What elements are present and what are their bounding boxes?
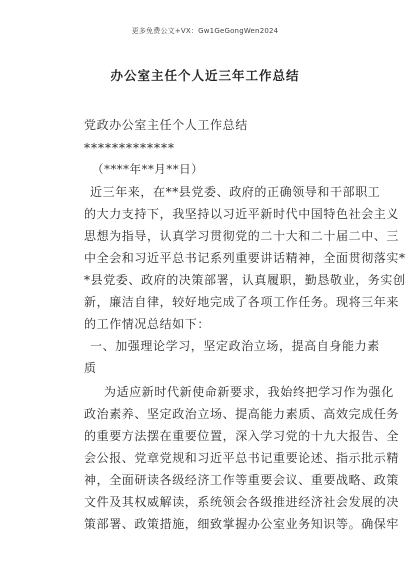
body-line: 的大力支持下，我坚持以习近平新时代中国特色社会主义: [84, 207, 400, 221]
document-subtitle: 党政办公室主任个人工作总结: [84, 118, 248, 132]
document-title: 办公室主任个人近三年工作总结: [110, 68, 300, 83]
date-line: （****年**月**日）: [92, 162, 204, 176]
body-line: 神，全面研读各级经济工作等重要会议、重要战略、政策: [84, 473, 400, 487]
body-line: 的工作情况总结如下：: [84, 317, 211, 331]
body-line: *县党委、政府的决策部署，认真履职，勤恳敬业，务实创: [84, 273, 406, 287]
body-line: 为适应新时代新使命新要求，我始终把学习作为强化: [104, 385, 394, 399]
body-line: 思想为指导，认真学习贯彻党的二十大和二十届二中、三: [84, 229, 400, 243]
section-heading: 一、加强理论学习，坚定政治立场，提高自身能力素: [90, 339, 380, 353]
body-line: 新，廉洁自律，较好地完成了各项工作任务。现将三年来: [84, 295, 400, 309]
body-line: 中全会和习近平总书记系列重要讲话精神，全面贯彻落实*: [84, 251, 406, 265]
body-line: 文件及其权威解读，系统领会各级推进经济社会发展的决: [84, 495, 400, 509]
body-line: 政治素养、坚定政治立场、提高能力素质、高效完成任务: [84, 407, 400, 421]
section-heading-cont: 质: [84, 361, 97, 375]
body-line: 近三年来，在**县党委、政府的正确领导和干部职工: [90, 185, 381, 199]
body-line: 的重要方法摆在重要位置，深入学习党的十九大报告、全: [84, 429, 400, 443]
stars-line: *************: [84, 141, 175, 155]
body-line: 策部署、政策措施，细致掌握办公室业务知识等。确保牢: [84, 517, 400, 531]
body-line: 会公报、党章党规和习近平总书记重要论述、指示批示精: [84, 451, 400, 465]
top-note: 更多免费公文+VX：Gw1GeGongWen2024: [131, 27, 279, 35]
